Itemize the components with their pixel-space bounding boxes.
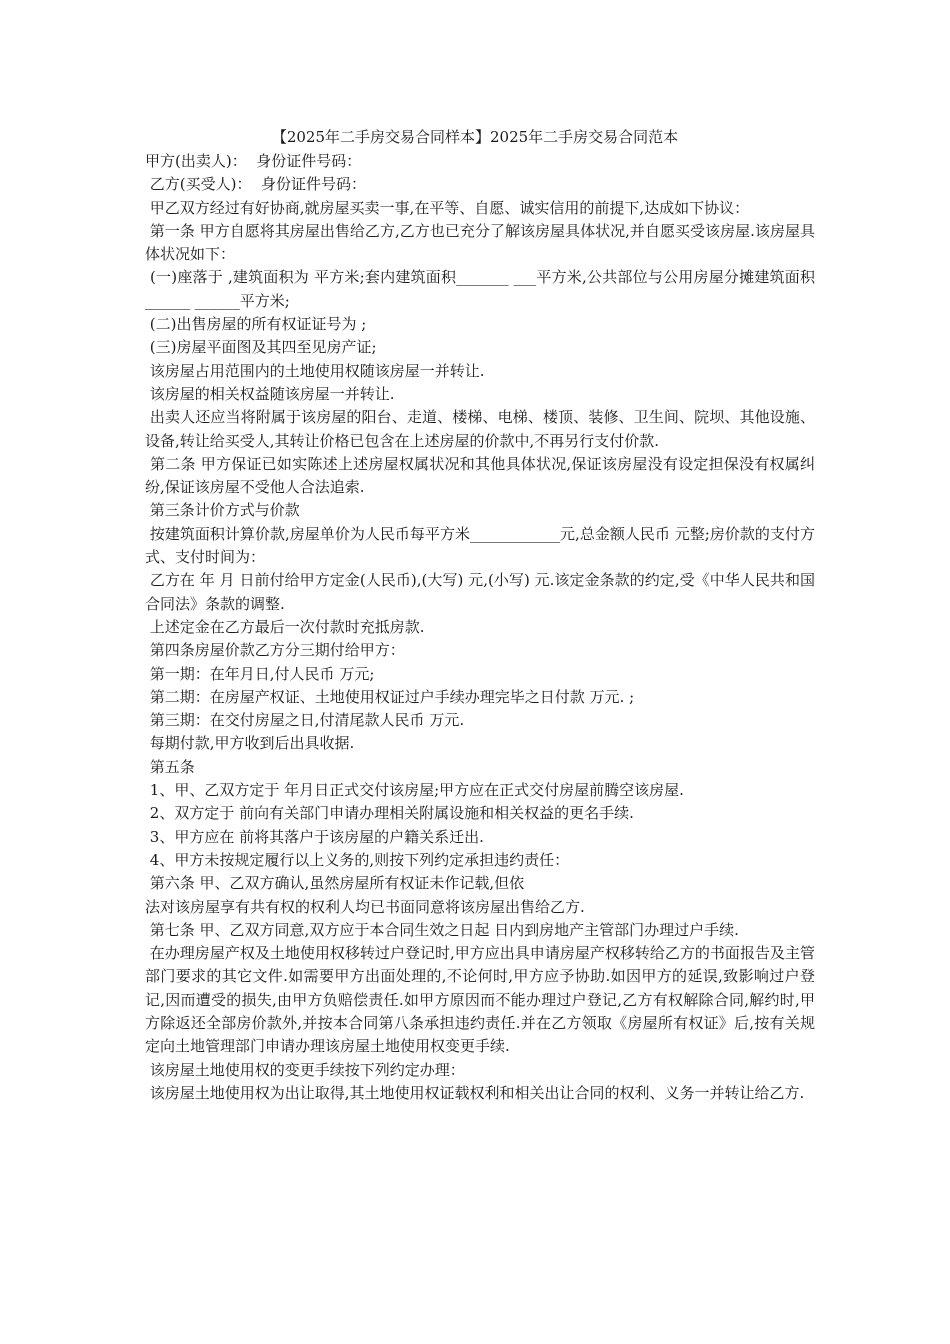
paragraph: 第五条 <box>145 757 195 776</box>
paragraph: 第一条 甲方自愿将其房屋出售给乙方,乙方也已充分了解该房屋具体状况,并自愿买受该房屋.该房屋具体状况如下： <box>145 221 815 264</box>
paragraph: (二)出售房屋的所有权证证号为 ; <box>145 315 367 334</box>
paragraph: 上述定金在乙方最后一次付款时充抵房款. <box>145 617 425 636</box>
paragraph: (三)房屋平面图及其四至见房产证; <box>145 338 377 357</box>
paragraph: 4、甲方未按规定履行以上义务的,则按下列约定承担违约责任： <box>145 850 570 869</box>
paragraph: 3、甲方应在 前将其落户于该房屋的户籍关系迁出. <box>145 827 484 846</box>
paragraph: 乙方(买受人)： 身份证件号码： <box>145 175 367 194</box>
paragraph: 乙方在 年 月 日前付给甲方定金(人民币),(大写) 元,(小写) 元.该定金条款的约定,受《中华人民共和国合同法》条款的调整. <box>145 571 815 613</box>
paragraph: 在办理房屋产权及土地使用权移转过户登记时,甲方应出具申请房屋产权移转给乙方的书面报告及主管部门要求的其它文件.如需要甲方出面处理的,不论何时,甲方应予协助.如因甲方的延误,致影响过户登记,因而遭受的损失,由甲方负赔偿责任.如甲方原因而不能办理过户登记,乙方有权解除合同,解约时,甲方除返还全部房价款外,并按本合同第八条承担违约责任.并在乙方领取《房屋所有权证》后,按有关规定向土地管理部门申请办理该房屋土地使用权变更手续. <box>145 944 815 1056</box>
paragraph: 该房屋占用范围内的土地使用权随该房屋一并转让. <box>145 361 485 380</box>
document-body <box>145 150 815 1105</box>
paragraph: 第三期：在交付房屋之日,付清尾款人民币 万元. <box>145 711 465 730</box>
paragraph: 甲乙双方经过有好协商,就房屋买卖一事,在平等、自愿、诚实信用的前提下,达成如下协议： <box>145 198 750 217</box>
paragraph: 第二条 甲方保证已如实陈述上述房屋权属状况和其他具体状况,保证该房屋没有设定担保没有权属纠纷,保证该房屋不受他人合法追索. <box>145 454 815 497</box>
paragraph: 该房屋的相关权益随该房屋一并转让. <box>145 384 395 403</box>
paragraph: 甲方(出卖人)： 身份证件号码： <box>145 152 362 170</box>
paragraph: 第六条 甲、乙双方确认,虽然房屋所有权证未作记载,但依 <box>145 874 525 893</box>
paragraph: 第三条计价方式与价款 <box>145 501 300 520</box>
document-title: 【2025年二手房交易合同样本】2025年二手房交易合同范本 <box>271 128 679 146</box>
paragraph: 每期付款,甲方收到后出具收据. <box>145 734 355 753</box>
paragraph: 按建筑面积计算价款,房屋单价为人民币每平方米____________元,总金额人民币 元整;房价款的支付方式、支付时间为： <box>145 524 815 567</box>
paragraph: 第二期：在房屋产权证、土地使用权证过户手续办理完毕之日付款 万元. ; <box>145 687 635 706</box>
paragraph: 该房屋土地使用权的变更手续按下列约定办理： <box>145 1060 465 1079</box>
paragraph: 第七条 甲、乙双方同意,双方应于本合同生效之日起 日内到房地产主管部门办理过户手续. <box>145 920 739 939</box>
paragraph: 该房屋土地使用权为出让取得,其土地使用权证载权利和相关出让合同的权利、义务一并转让给乙方. <box>145 1083 805 1102</box>
paragraph: 第一期：在年月日,付人民币 万元; <box>145 664 375 683</box>
paragraph: 法对该房屋享有共有权的权利人均已书面同意将该房屋出售给乙方. <box>145 897 585 916</box>
paragraph: 第四条房屋价款乙方分三期付给甲方： <box>145 641 405 660</box>
paragraph: 出卖人还应当将附属于该房屋的阳台、走道、楼梯、电梯、楼顶、装修、卫生间、院坝、其他设施、设备,转让给买受人,其转让价格已包含在上述房屋的价款中,不再另行支付价款. <box>145 408 815 450</box>
paragraph: 2、双方定于 前向有关部门申请办理相关附属设施和相关权益的更名手续. <box>145 804 634 823</box>
paragraph: (一)座落于 ,建筑面积为 平方米;套内建筑面积_______ ___平方米,公共部位与公用房屋分摊建筑面积______ ______平方米; <box>145 268 815 310</box>
paragraph: 1、甲、乙双方定于 年月日正式交付该房屋;甲方应在正式交付房屋前腾空该房屋. <box>145 781 684 800</box>
